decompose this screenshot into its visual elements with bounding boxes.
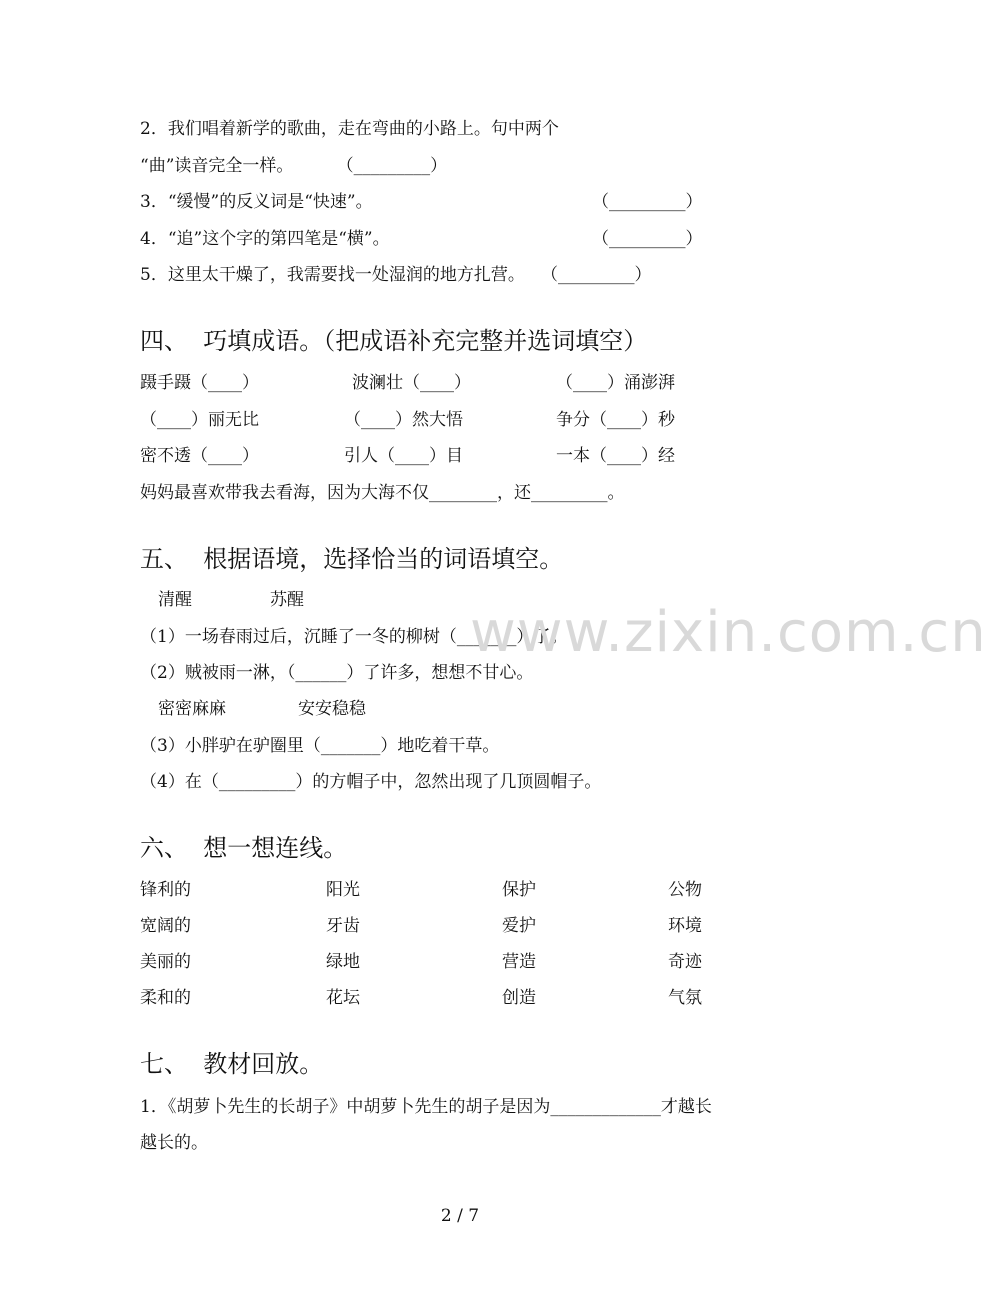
match-cell: 公物 xyxy=(668,880,702,900)
idiom-1-2: 波澜壮（____） xyxy=(352,373,471,393)
match-cell: 宽阔的 xyxy=(140,916,191,936)
context-line-1: （1）一场春雨过后，沉睡了一冬的柳树（_______）了。 xyxy=(140,627,568,647)
review-line-2: 越长的。 xyxy=(140,1133,208,1153)
item-2-line1: 2．我们唱着新学的歌曲，走在弯曲的小路上。句中两个 xyxy=(140,119,559,139)
watermark: www.zixin.com.cn xyxy=(470,600,987,665)
item-3-blank: （_________） xyxy=(592,192,703,212)
idiom-1-1: 蹑手蹑（____） xyxy=(140,373,259,393)
idiom-2-1: （____）丽无比 xyxy=(140,410,259,430)
section-7-heading: 七、 教材回放。 xyxy=(140,1050,324,1078)
item-3: 3．“缓慢”的反义词是“快速”。 xyxy=(140,192,373,212)
match-cell: 锋利的 xyxy=(140,880,191,900)
idiom-2-2: （____）然大悟 xyxy=(344,410,463,430)
context-line-3: （3）小胖驴在驴圈里（_______）地吃着干草。 xyxy=(140,736,500,756)
page-number: 2 / 7 xyxy=(440,1206,480,1226)
idiom-sentence: 妈妈最喜欢带我去看海，因为大海不仅________，还_________。 xyxy=(140,483,625,503)
idiom-3-3: 一本（____）经 xyxy=(556,446,675,466)
match-cell: 气氛 xyxy=(668,988,702,1008)
match-cell: 创造 xyxy=(502,988,536,1008)
section-5-heading: 五、 根据语境，选择恰当的词语填空。 xyxy=(140,545,564,573)
item-4: 4．“追”这个字的第四笔是“横”。 xyxy=(140,229,390,249)
section-4-heading: 四、 巧填成语。（把成语补充完整并选词填空） xyxy=(140,327,648,355)
match-cell: 花坛 xyxy=(326,988,360,1008)
idiom-3-2: 引人（____）目 xyxy=(344,446,463,466)
idiom-1-3: （____）涌澎湃 xyxy=(556,373,675,393)
match-cell: 牙齿 xyxy=(326,916,360,936)
section-6-heading: 六、 想一想连线。 xyxy=(140,834,348,862)
match-cell: 美丽的 xyxy=(140,952,191,972)
review-line-1: 1．《胡萝卜先生的长胡子》中胡萝卜先生的胡子是因为_____________才越长 xyxy=(140,1097,712,1117)
match-cell: 奇迹 xyxy=(668,952,702,972)
idiom-2-3: 争分（____）秒 xyxy=(556,410,675,430)
match-cell: 营造 xyxy=(502,952,536,972)
context-line-4: （4）在（_________）的方帽子中，忽然出现了几顶圆帽子。 xyxy=(140,772,602,792)
item-2-line2: “曲”读音完全一样。 （_________） xyxy=(140,156,448,176)
word-option: 清醒 xyxy=(158,590,192,610)
item-4-blank: （_________） xyxy=(592,229,703,249)
match-cell: 绿地 xyxy=(326,952,360,972)
item-5: 5．这里太干燥了，我需要找一处湿润的地方扎营。 （_________） xyxy=(140,265,652,285)
word-option: 密密麻麻 xyxy=(158,699,226,719)
match-cell: 柔和的 xyxy=(140,988,191,1008)
match-cell: 爱护 xyxy=(502,916,536,936)
idiom-3-1: 密不透（____） xyxy=(140,446,259,466)
word-option: 安安稳稳 xyxy=(298,699,366,719)
word-option: 苏醒 xyxy=(270,590,304,610)
context-line-2: （2）贼被雨一淋，（______）了许多，想想不甘心。 xyxy=(140,663,534,683)
match-cell: 保护 xyxy=(502,880,536,900)
match-cell: 环境 xyxy=(668,916,702,936)
match-cell: 阳光 xyxy=(326,880,360,900)
